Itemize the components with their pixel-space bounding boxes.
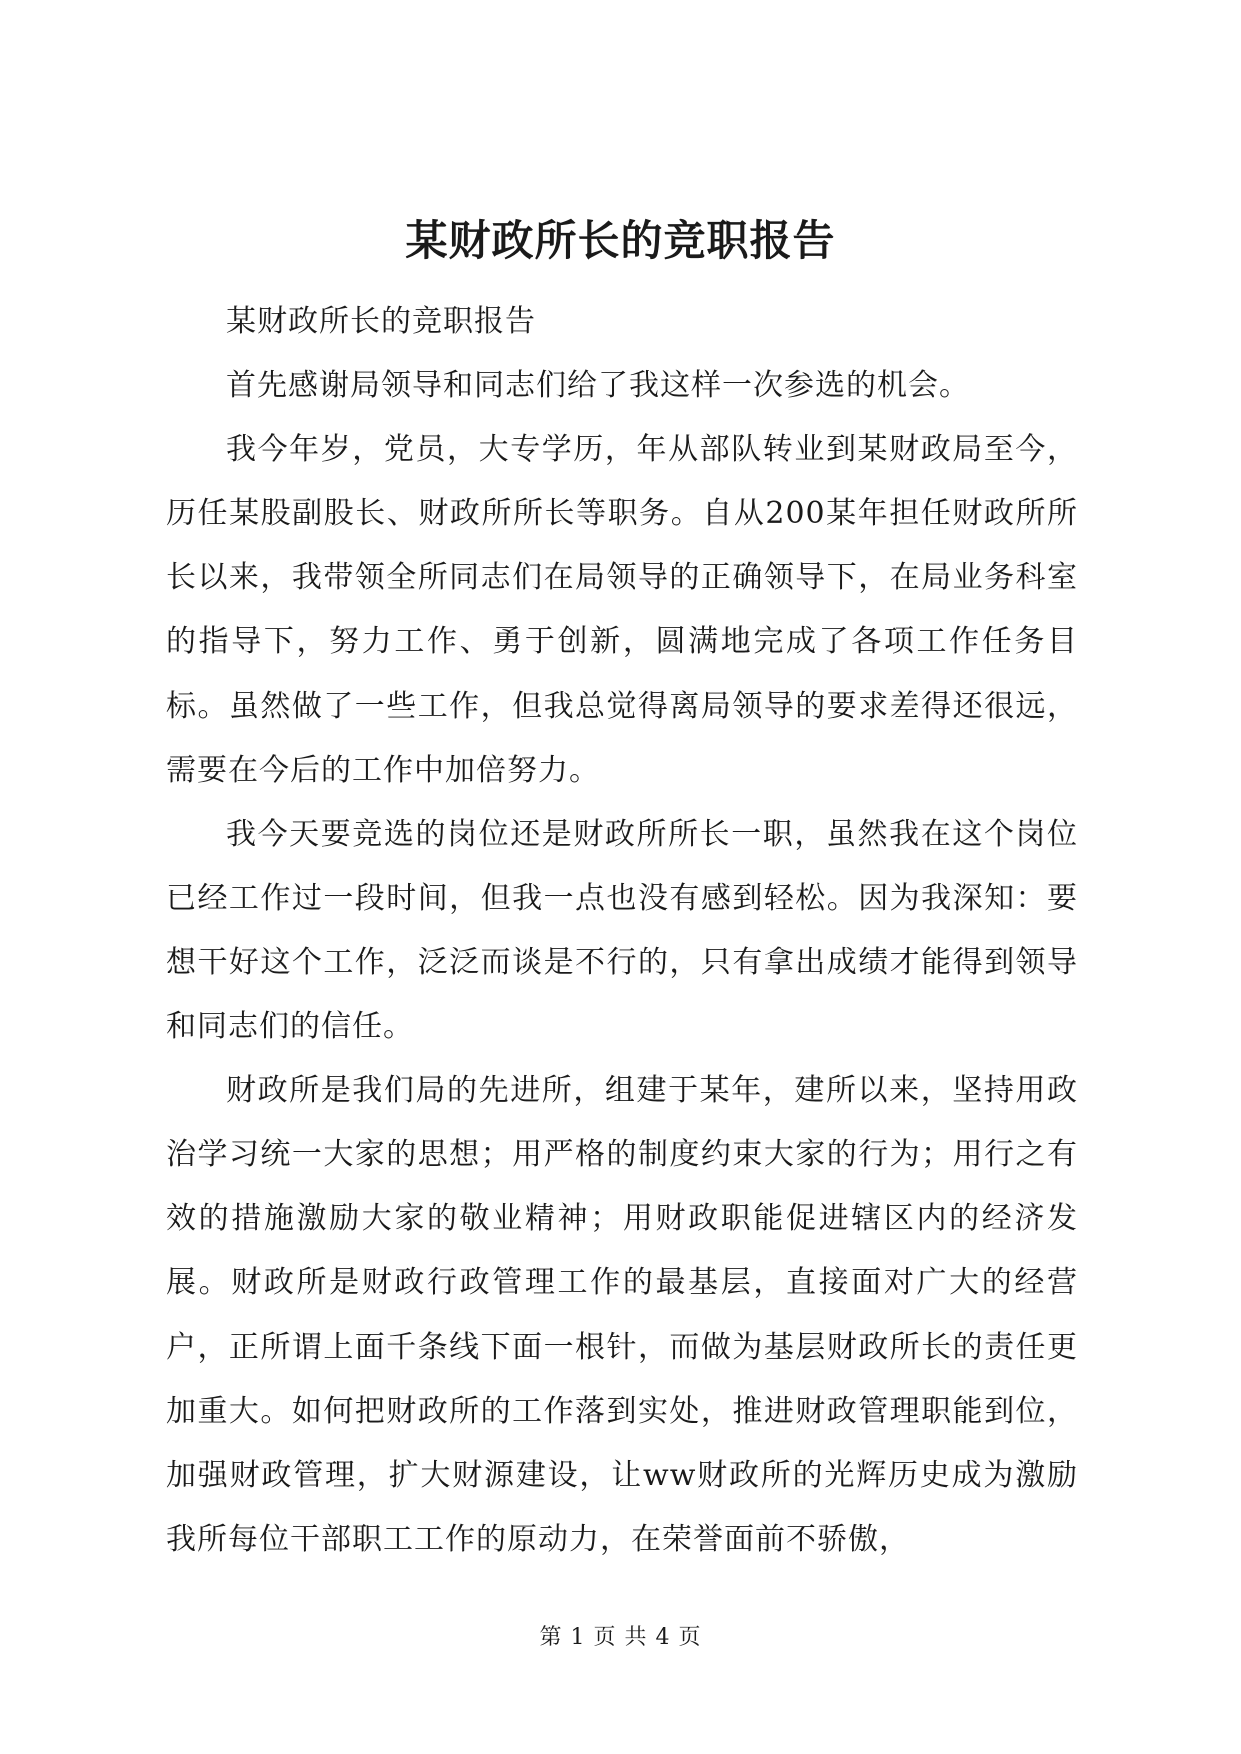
paragraph-office-history: 财政所是我们局的先进所，组建于某年，建所以来，坚持用政治学习统一大家的思想；用严格的制度约束大家的行为；用行之有效的措施激励大家的敬业精神；用财政职能促进辖区内的经济发展。财政所是财政行政管理工作的最基层，直接面对广大的经营户，正所谓上面千条线下面一根针，而做为基层财政所长的责任更加重大。如何把财政所的工作落到实处，推进财政管理职能到位，加强财政管理，扩大财源建设，让ww财政所的光辉历史成为激励我所每位干部职工工作的原动力，在荣誉面前不骄傲，: [166, 1073, 1078, 1557]
paragraph-position: 我今天要竞选的岗位还是财政所所长一职，虽然我在这个岗位已经工作过一段时间，但我一点也没有感到轻松。因为我深知：要想干好这个工作，泛泛而谈是不行的，只有拿出成绩才能得到领导和同志们的信任。: [166, 816, 1078, 1045]
paragraph-subtitle: 某财政所长的竞职报告: [226, 304, 536, 339]
document-body: [166, 290, 1078, 1572]
page-number-footer: 第 1 页 共 4 页: [539, 1625, 702, 1650]
paragraph-background: 我今年岁，党员，大专学历，年从部队转业到某财政局至今，历任某股副股长、财政所所长等职务。自从200某年担任财政所所长以来，我带领全所同志们在局领导的正确领导下，在局业务科室的指导下，努力工作、勇于创新，圆满地完成了各项工作任务目标。虽然做了一些工作，但我总觉得离局领导的要求差得还很远，需要在今后的工作中加倍努力。: [166, 432, 1078, 788]
document-title: 某财政所长的竞职报告: [405, 216, 836, 265]
paragraph-thanks: 首先感谢局领导和同志们给了我这样一次参选的机会。: [226, 368, 970, 404]
